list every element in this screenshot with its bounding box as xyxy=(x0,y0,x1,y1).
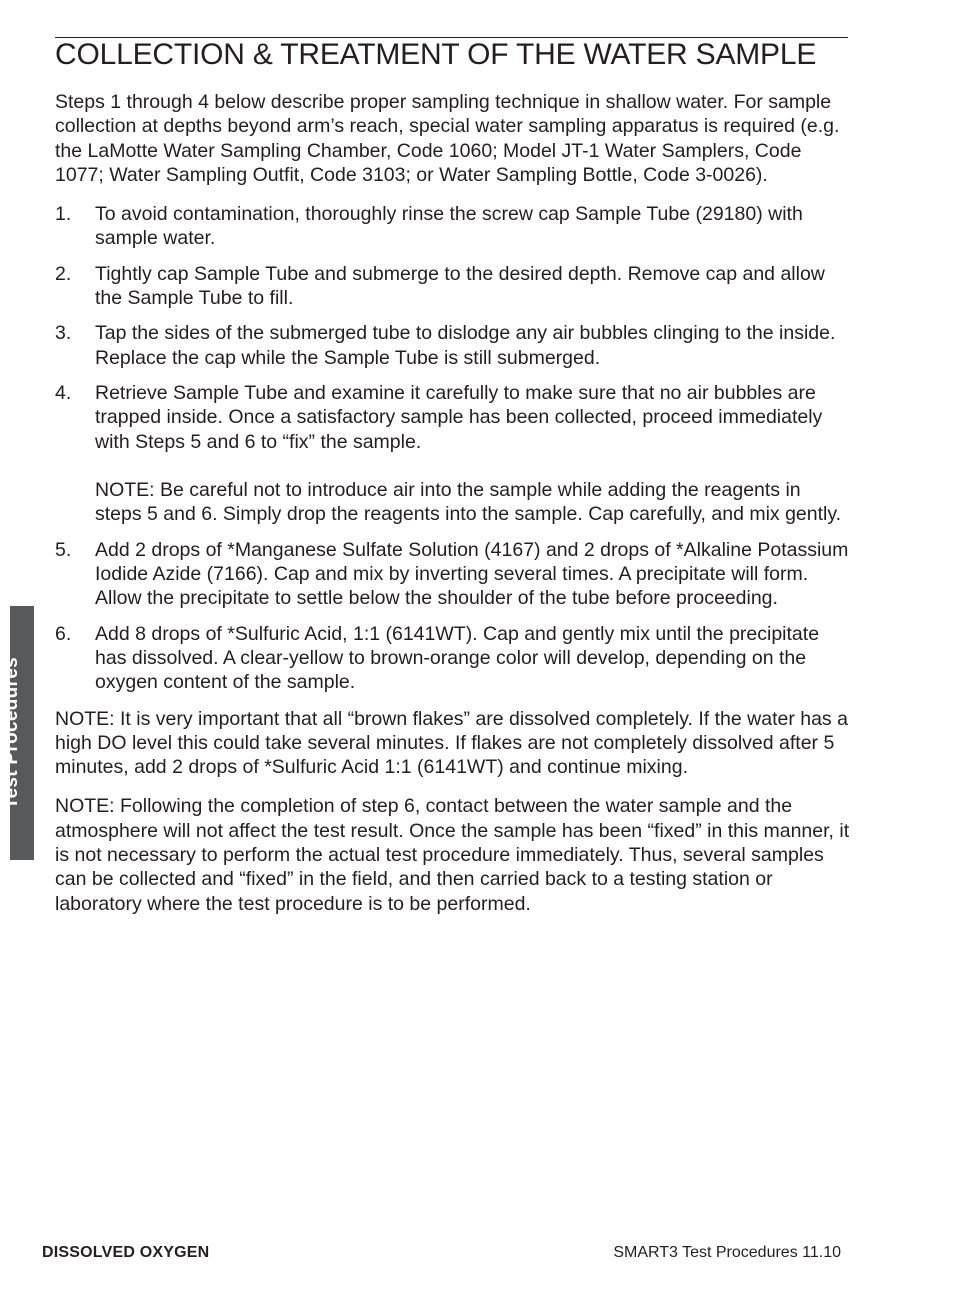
step-text: To avoid contamination, thoroughly rinse the screw cap Sample Tube (29180) with sample water. xyxy=(95,203,803,250)
step-item xyxy=(55,321,851,370)
step-text: Tap the sides of the submerged tube to dislodge any air bubbles clinging to the inside. Replace the cap while the Sample Tube is still submerged. xyxy=(95,322,836,369)
step-item xyxy=(55,202,851,251)
step-number: 4. xyxy=(55,381,72,404)
footer-document-name: SMART3 Test Procedures 11.10 xyxy=(613,1244,841,1261)
step-number: 2. xyxy=(55,262,72,285)
step-item xyxy=(55,538,851,611)
page-title: COLLECTION & TREATMENT OF THE WATER SAMPLE xyxy=(55,38,817,71)
steps-list xyxy=(55,202,851,694)
step-number: 1. xyxy=(55,203,72,226)
step-item xyxy=(55,622,851,695)
section-side-tab-label: Test Procedures xyxy=(1,657,22,809)
step-number: 6. xyxy=(55,622,72,645)
footer-section-name: DISSOLVED OXYGEN xyxy=(42,1244,210,1261)
step-text: Add 2 drops of *Manganese Sulfate Solution (4167) and 2 drops of *Alkaline Potassium Iodide Azide (7166). Cap and mix by inverting several times. A precipitate will form. Allow the precipitate to settle below the shoulder of the tube before proceeding. xyxy=(95,538,849,610)
step-text: Add 8 drops of *Sulfuric Acid, 1:1 (6141WT). Cap and gently mix until the precipitate has dissolved. A clear-yellow to brown-orange color will develop, depending on the oxygen content of the sample. xyxy=(95,622,820,694)
main-content xyxy=(55,90,851,931)
step-number: 5. xyxy=(55,538,72,561)
step-note: NOTE: Be careful not to introduce air into the sample while adding the reagents in steps 5 and 6. Simply drop the reagents into the sample. Cap carefully, and mix gently. xyxy=(95,479,842,526)
step-text: Tightly cap Sample Tube and submerge to the desired depth. Remove cap and allow the Sample Tube to fill. xyxy=(95,262,825,310)
intro-paragraph: Steps 1 through 4 below describe proper sampling technique in shallow water. For sample collection at depths beyond arm’s reach, special water sampling apparatus is required (e.g. the LaMotte Water Sampling Chamber, Code 1060; Model JT-1 Water Samplers, Code 1077; Water Sampling Outfit, Code 3103; or Water Sampling Bottle, Code 3-0026). xyxy=(55,91,840,186)
step-number: 3. xyxy=(55,322,72,345)
step-text: Retrieve Sample Tube and examine it carefully to make sure that no air bubbles are trapped inside. Once a satisfactory sample has been collected, proceed immediately with Steps 5 and 6 to “fix” the sample. xyxy=(95,381,823,453)
note-paragraph: NOTE: Following the completion of step 6, contact between the water sample and the atmosphere will not affect the test result. Once the sample has been “fixed” in this manner, it is not necessary to perform the actual test procedure immediately. Thus, several samples can be collected and “fixed” in the field, and then carried back to a testing station or laboratory where the test procedure is to be performed. xyxy=(55,795,850,915)
step-item xyxy=(55,262,851,311)
step-item xyxy=(55,381,851,527)
note-paragraph: NOTE: It is very important that all “brown flakes” are dissolved completely. If the water has a high DO level this could take several minutes. If flakes are not completely dissolved after 5 minutes, add 2 drops of *Sulfuric Acid 1:1 (6141WT) and continue mixing. xyxy=(55,707,848,779)
